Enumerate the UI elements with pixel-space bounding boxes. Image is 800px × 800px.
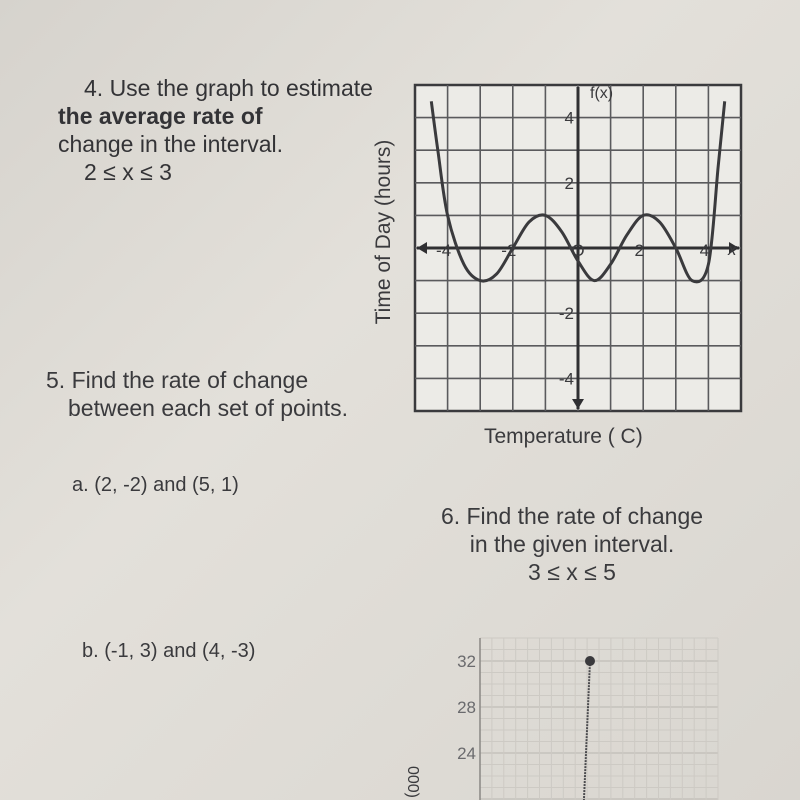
y-tick-label: 2: [564, 173, 574, 193]
interval-point: [585, 656, 595, 666]
y-tick-label: -4: [558, 369, 574, 389]
graph1-x-axis-title: Temperature ( C): [484, 425, 643, 448]
graph2-grid: [480, 638, 718, 800]
graph2-y-tick-label: 24: [457, 744, 476, 763]
question-6-interval: 3 ≤ x ≤ 5: [528, 559, 616, 585]
graph2-y-axis-title: 000): [404, 765, 421, 799]
x-tick-label: O: [571, 241, 585, 260]
x-tick-label: 2: [634, 241, 644, 260]
question-4-line-1: 4. Use the graph to estimate: [84, 75, 373, 101]
question-5-part-a: a. (2, -2) and (5, 1): [72, 474, 239, 496]
x-tick-label: -4: [436, 241, 452, 260]
question-6: [412, 502, 732, 586]
question-5-line-2: between each set of points.: [68, 395, 349, 421]
graph2-tick-labels: [457, 652, 476, 763]
question-6-line-2: in the given interval.: [469, 531, 675, 557]
graph2-y-tick-label: 28: [457, 698, 476, 717]
question-5-part-b: b. (-1, 3) and (4, -3): [82, 640, 256, 662]
interval-graph: [440, 630, 730, 800]
x-tick-label: -2: [501, 241, 517, 260]
graph1-y-axis-title: Time of Day (hours): [372, 139, 395, 325]
x-axis-variable-label: x: [727, 240, 737, 259]
function-label: f(x): [590, 85, 614, 103]
question-4-line-2: the average rate of: [58, 103, 263, 129]
graph2-y-tick-label: 32: [457, 652, 476, 671]
y-tick-label: -2: [558, 304, 574, 324]
question-5-line-1: 5. Find the rate of change: [46, 367, 309, 393]
question-4: [28, 74, 388, 186]
x-tick-label: 4: [699, 241, 710, 260]
question-5: [46, 366, 406, 422]
question-4-interval: 2 ≤ x ≤ 3: [84, 159, 172, 185]
question-4-line-3: change in the interval.: [58, 131, 284, 157]
y-tick-label: 4: [564, 108, 574, 128]
function-graph: [410, 80, 746, 416]
question-6-line-1: 6. Find the rate of change: [440, 503, 704, 529]
